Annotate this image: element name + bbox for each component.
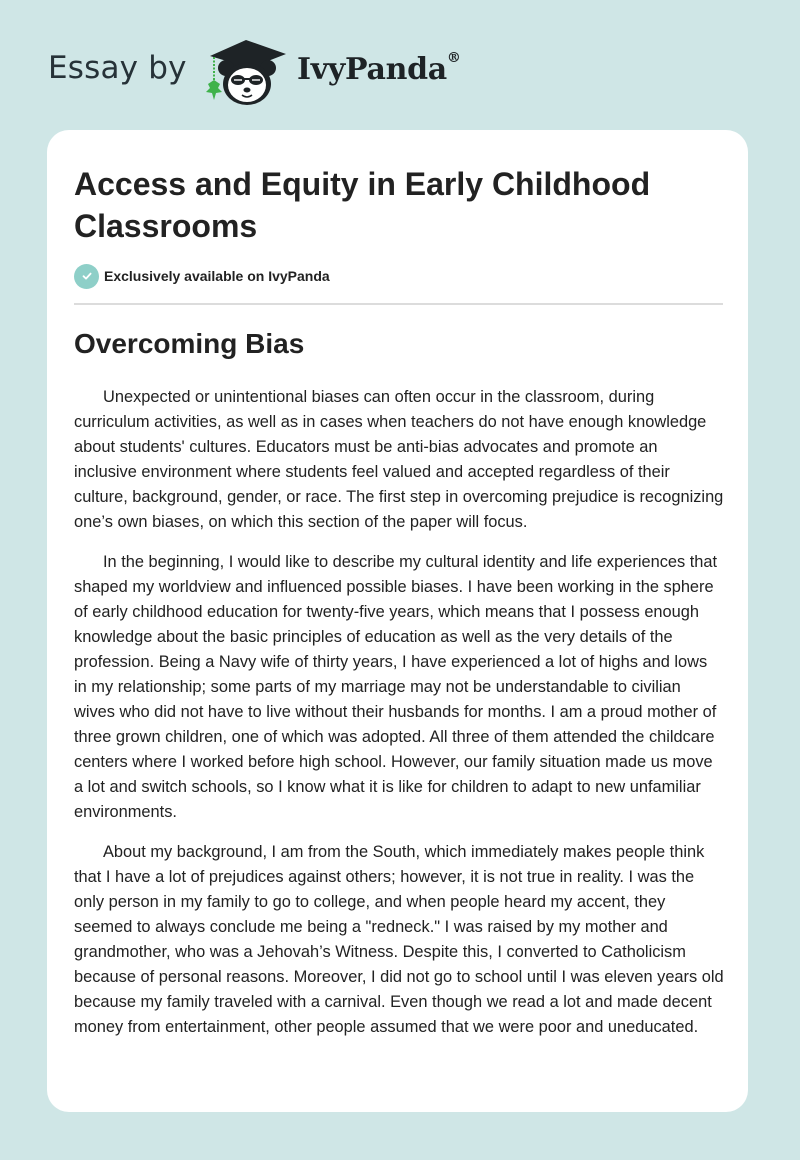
paragraph: About my background, I am from the South, which immediately makes people think that I have a lot of prejudices against others; however, it is not true in reality. I was the only person in my family to go to college, and when people heard my accent, they seemed to always conclude me being a "redneck." I was raised by my mother and grandmother, who was a Jehovah’s Witness. Despite this, I converted to Catholicism because of personal reasons. Moreover, I did not go to school until I was eleven years old because my family traveled with a carnival. Even though we read a lot and made decent money from entertainment, other people assumed that we were poor and uneducated. — [74, 843, 724, 1036]
exclusive-text: Exclusively available on IvyPanda — [104, 268, 330, 284]
panda-graduate-icon[interactable] — [200, 36, 292, 108]
brand-text: IvyPanda — [297, 52, 447, 87]
essay-body — [74, 385, 724, 1056]
divider — [74, 303, 723, 305]
essay-by-label: Essay by — [48, 50, 187, 86]
registered-mark: ® — [446, 50, 461, 66]
exclusive-badge — [74, 263, 330, 289]
section-heading: Overcoming Bias — [74, 328, 305, 359]
brand-name[interactable] — [297, 52, 461, 87]
paragraph: Unexpected or unintentional biases can often occur in the classroom, during curriculum activities, as well as in cases when teachers do not have enough knowledge about students' cultures. Educators must be anti-bias advocates and promote an inclusive environment where students feel valued and accepted regardless of their culture, background, gender, or race. The first step in overcoming prejudice is recognizing one’s own biases, on which this section of the paper will focus. — [74, 388, 724, 531]
essay-card — [47, 130, 748, 1112]
essay-title: Access and Equity in Early Childhood Classrooms — [74, 166, 651, 244]
site-header — [0, 0, 800, 130]
check-circle-icon — [74, 264, 99, 289]
paragraph: In the beginning, I would like to describe my cultural identity and life experiences that shaped my worldview and influenced possible biases. I have been working in the sphere of early childhood education for twenty-five years, which means that I possess enough knowledge about the basic principles of education as well as the very details of the profession. Being a Navy wife of thirty years, I have experienced a lot of highs and lows in my relationship; some parts of my marriage may not be understandable to civilian wives who did not have to live without their husbands for months. I am a proud mother of three grown children, one of which was adopted. All three of them attended the childcare centers where I worked before high school. However, our family situation made us move a lot and switch schools, so I know what it is like for children to adapt to new unfamiliar environments. — [74, 553, 718, 821]
